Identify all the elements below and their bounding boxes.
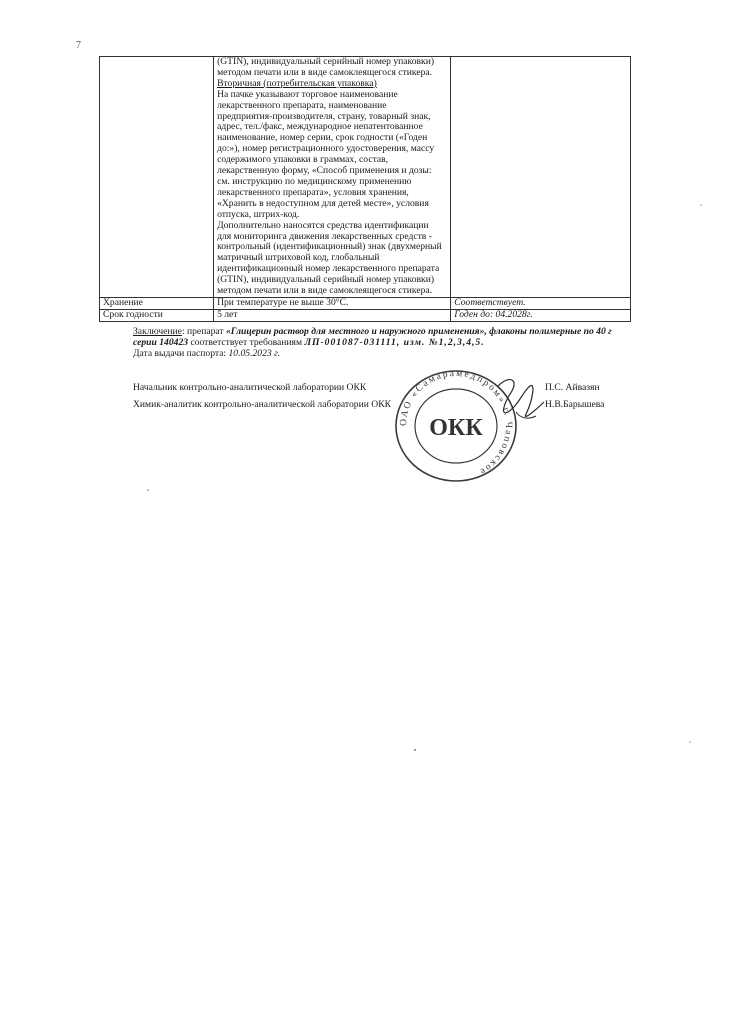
signer-name-2: Н.В.Барышева: [545, 399, 605, 410]
packaging-line: матричный штриховой код, глобальный: [217, 252, 380, 264]
packaging-line: лекарственного препарата», условия хранения,: [217, 186, 409, 198]
packaging-line: На пачке указывают торговое наименование: [217, 88, 398, 100]
conclusion-text-1: : препарат: [181, 326, 226, 337]
series-number: серии 140423: [133, 337, 189, 348]
row-requirement: 5 лет: [214, 309, 451, 321]
packaging-line: адрес, тел./факс, международное непатентованное: [217, 121, 423, 133]
packaging-line: «Хранить в недоступном для детей месте», условия: [217, 197, 429, 209]
row-result: Соответствует.: [451, 297, 631, 309]
packaging-line: идентификационный номер лекарственного препарата: [217, 263, 440, 275]
standard-number: ЛП-001087-031111, изм. №1,2,3,4,5.: [304, 337, 485, 348]
signer-name-1: П.С. Айвазян: [545, 382, 600, 393]
issue-date: 10.05.2023 г.: [228, 348, 281, 359]
conclusion-text-2: соответствует требованиям: [188, 337, 305, 348]
row-result: Годен до: 04.2028г.: [451, 309, 631, 321]
packaging-line: методом печати или в виде самоклеящегося стикера.: [217, 285, 433, 297]
signer-role-2: Химик-аналитик контрольно-аналитической лаборатории ОКК: [133, 399, 391, 410]
packaging-line: для мониторинга движения лекарственных средств -: [217, 230, 432, 242]
corner-mark: 7: [76, 40, 81, 51]
row-label: Срок годности: [100, 309, 214, 321]
packaging-line: (GTIN), индивидуальный серийный номер упаковки): [217, 274, 435, 286]
conclusion-label: Заключение: [133, 326, 182, 337]
product-name: «Глицерин раствор для местного и наружного применения», флаконы полимерные по 40 г: [225, 326, 612, 337]
packaging-line: лекарственную форму, «Способ применения и дозы:: [217, 165, 432, 177]
packaging-line: контрольный (идентификационный) знак (двухмерный: [217, 241, 442, 253]
packaging-line: см. инструкцию по медицинскому применению: [217, 175, 412, 187]
packaging-line: Дополнительно наносятся средства идентификации: [217, 219, 429, 231]
packaging-line: наименование, номер серии, срок годности («Годен: [217, 132, 428, 144]
packaging-line: лекарственного препарата, наименование: [217, 99, 387, 111]
packaging-line: (GTIN), индивидуальный серийный номер упаковки): [217, 56, 435, 67]
packaging-line: до:»), номер регистрационного удостоверения, массу: [217, 143, 435, 155]
stamp-center-text: ОКК: [429, 415, 483, 441]
row-requirement: При температуре не выше 30°С.: [214, 297, 451, 309]
packaging-line: предприятия-производителя, страну, товарный знак,: [217, 110, 431, 122]
packaging-line: содержимого упаковки в граммах, состав,: [217, 154, 389, 166]
issue-date-label: Дата выдачи паспорта:: [133, 348, 229, 359]
stamp-ring-text: ОАО «Самарамедпром» г. Чаповское: [398, 368, 514, 478]
packaging-line: Вторичная (потребительская упаковка): [217, 77, 377, 89]
packaging-line: методом печати или в виде самоклеящегося стикера.: [217, 66, 433, 78]
row-label: Хранение: [100, 297, 214, 309]
signer-role-1: Начальник контрольно-аналитической лаборатории ОКК: [133, 382, 367, 393]
packaging-line: отпуска, штрих-код.: [217, 208, 300, 220]
